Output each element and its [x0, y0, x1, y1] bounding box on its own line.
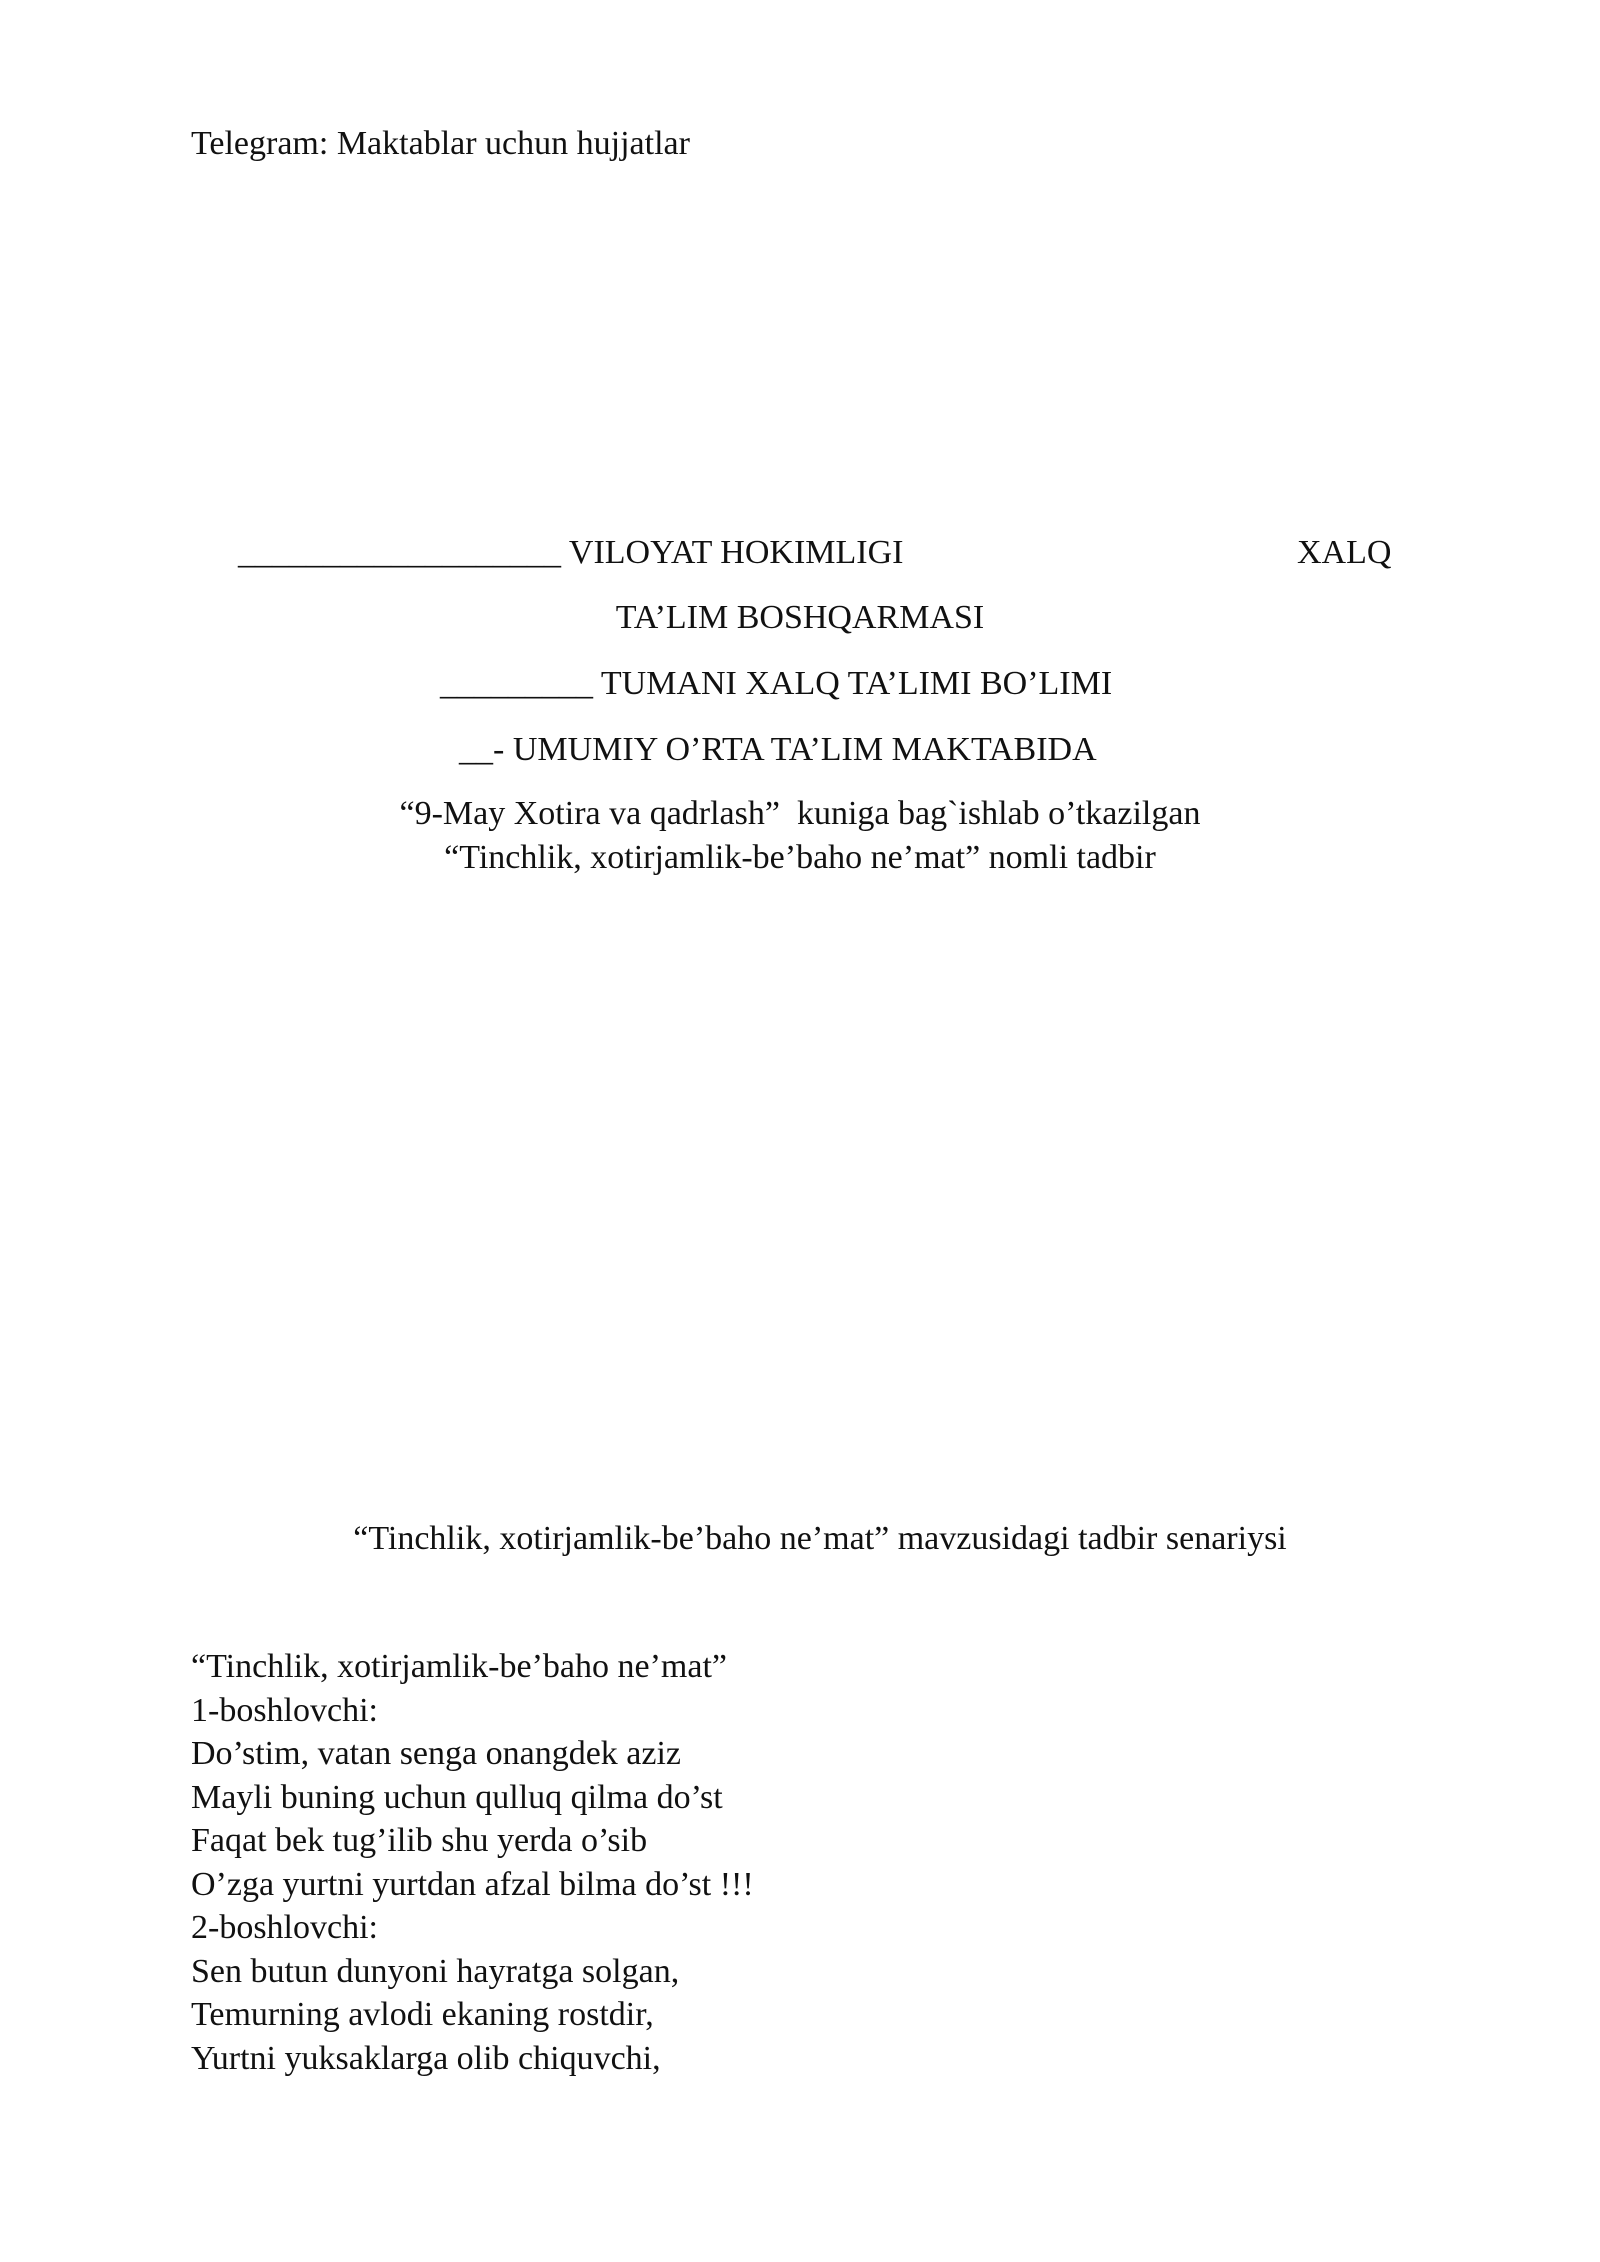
education-department-line: TA’LIM BOSHQARMASI: [615, 599, 985, 636]
speaker-label: 2-boshlovchi:: [191, 1909, 378, 1946]
district-department-line: _________ TUMANI XALQ TA’LIMI BO’LIMI: [440, 665, 1113, 702]
poem-line: O’zga yurtni yurtdan afzal bilma do’st !!!: [191, 1865, 754, 1903]
telegram-header-line: Telegram: Maktablar uchun hujjatlar: [191, 125, 690, 162]
region-administration-line-end: XALQ: [1297, 534, 1392, 571]
scenario-line: “Tinchlik, xotirjamlik-be’baho ne’mat”: [191, 1648, 727, 1685]
poem-line: Yurtni yuksaklarga olib chiquvchi,: [191, 2039, 661, 2077]
poem-line: Sen butun dunyoni hayratga solgan,: [191, 1952, 680, 1990]
event-name-line: “Tinchlik, xotirjamlik-be’baho ne’mat” nomli tadbir: [444, 839, 1156, 876]
poem-line: Faqat bek tug’ilib shu yerda o’sib: [191, 1822, 648, 1859]
poem-line: Do’stim, vatan senga onangdek aziz: [191, 1735, 682, 1772]
school-line: __- UMUMIY O’RTA TA’LIM MAKTABIDA: [459, 731, 1097, 768]
region-administration-line: ___________________ VILOYAT HOKIMLIGI: [238, 534, 904, 571]
scenario-body: [191, 1645, 754, 2080]
speaker-label: 1-boshlovchi:: [191, 1691, 378, 1729]
scenario-title: “Tinchlik, xotirjamlik-be’baho ne’mat” mavzusidagi tadbir senariysi: [353, 1520, 1287, 1557]
poem-line: Mayli buning uchun qulluq qilma do’st: [191, 1778, 723, 1816]
event-occasion-line: “9-May Xotira va qadrlash” kuniga bag`ishlab o’tkazilgan: [399, 795, 1201, 832]
poem-line: Temurning avlodi ekaning rostdir,: [191, 1996, 654, 2033]
